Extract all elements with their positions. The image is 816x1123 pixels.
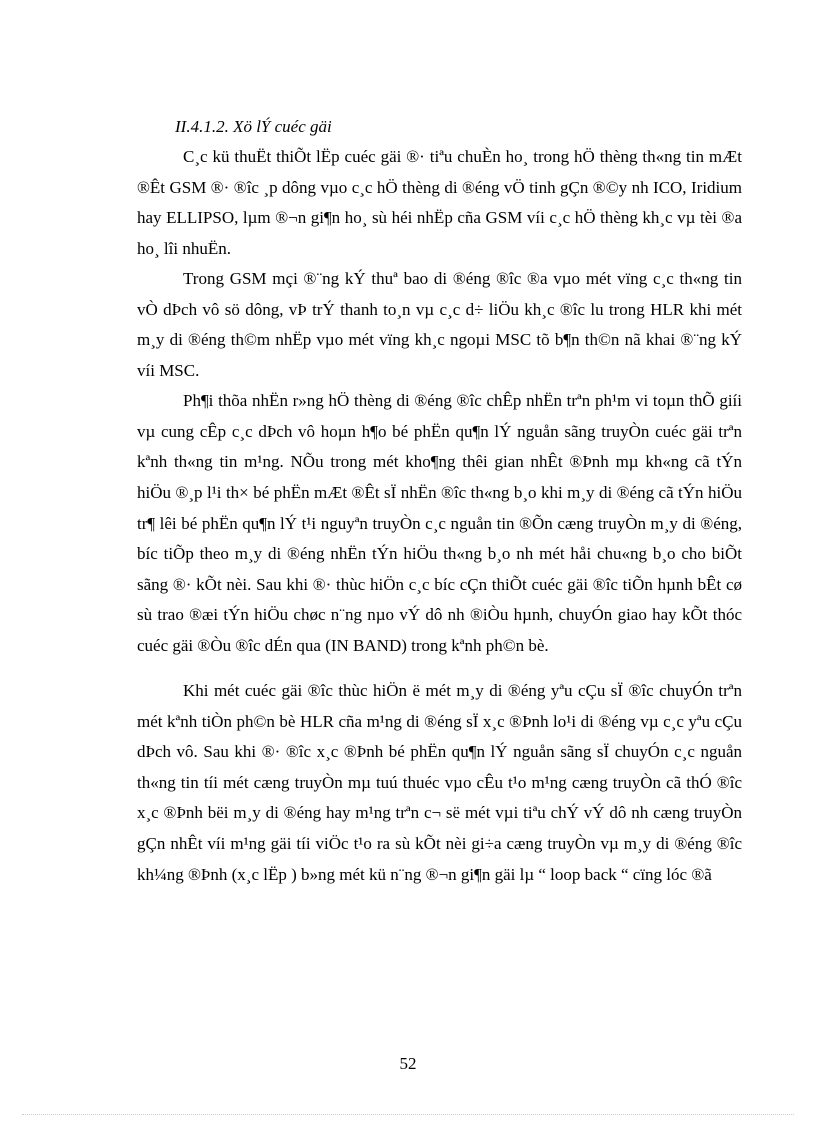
page-number: 52 <box>399 1054 417 1073</box>
page-body <box>137 112 742 890</box>
page-bottom-divider <box>22 1114 794 1115</box>
section-heading: II.4.1.2. Xö lÝ cuéc gäi <box>175 117 332 136</box>
paragraph-1: C¸c kü thuËt thiÕt lËp cuéc gäi ®· tiªu chuÈn ho¸ trong hÖ thèng th«ng tin mÆt ®Êt GSM ®· ®îc ¸p dông vµo c¸c hÖ thèng di ®éng vÖ tinh gÇn ®©y nh ICO, Iridium hay ELLIPSO, lµm ®¬n gi¶n ho¸ sù héi nhËp cña GSM víi c¸c hÖ thèng kh¸c vµ tèi ®a ho¸ lîi nhuËn. <box>137 147 742 258</box>
paragraph-4: Khi mét cuéc gäi ®îc thùc hiÖn ë mét m¸y di ®éng yªu cÇu sÏ ®îc chuyÓn trªn mét kªnh tiÒn ph©n bè HLR cña m¹ng di ®éng sÏ x¸c ®Þnh lo¹i di ®éng vµ c¸c yªu cÇu dÞch vô. Sau khi ®· ®îc x¸c ®Þnh bé phËn qu¶n lÝ nguån sãng sÏ chuyÓn c¸c nguån th«ng tin tíi mét cæng truyÒn mµ tuú thuéc vµo cÊu t¹o m¹ng cæng truyÒn cã thÓ ®îc x¸c ®Þnh bëi m¸y di ®éng hay m¹ng trªn c¬ së mét vµi tiªu chÝ vÝ dô nh cæng truyÒn gÇn nhÊt víi m¹ng gäi tíi viÖc t¹o ra sù kÕt nèi gi÷a cæng truyÒn vµ m¸y di ®éng ®îc kh¼ng ®Þnh (x¸c lËp ) b»ng mét kü n¨ng ®¬n gi¶n gäi lµ “ loop back “ cïng lóc ®ã <box>137 681 742 884</box>
paragraph-2: Trong GSM mçi ®¨ng kÝ thuª bao di ®éng ®îc ®a vµo mét vïng c¸c th«ng tin vÒ dÞch vô sö dông, vÞ trÝ thanh to¸n vµ c¸c d÷ liÖu kh¸c ®îc lu trong HLR khi mét m¸y di ®éng th©m nhËp vµo mét vïng kh¸c ngoµi MSC tõ b¶n th©n nã khai ®¨ng kÝ víi MSC. <box>137 269 742 380</box>
paragraph-3: Ph¶i thõa nhËn r»ng hÖ thèng di ®éng ®îc chÊp nhËn trªn ph¹m vi toµn thÕ giíi vµ cung cÊp c¸c dÞch vô hoµn h¶o bé phËn qu¶n lÝ nguån sãng truyÒn cuéc gäi trªn kªnh th«ng tin m¹ng. NÕu trong mét kho¶ng thêi gian nhÊt ®Þnh mµ kh«ng cã tÝn hiÖu ®¸p l¹i th× bé phËn mÆt ®Êt sÏ nhËn ®îc th«ng b¸o khi m¸y di ®éng cã tÝn hiÖu tr¶ lêi bé phËn qu¶n lÝ t¹i nguyªn truyÒn c¸c nguån tin ®Õn cæng truyÒn m¸y di ®éng, bíc tiÕp theo m¸y di ®éng nhËn tÝn hiÖu th«ng b¸o nh mét håi chu«ng b¸o cho biÕt sãng ®· kÕt nèi. Sau khi ®· thùc hiÖn c¸c bíc cÇn thiÕt cuéc gäi ®îc tiÕn hµnh bÊt cø sù trao ®æi tÝn hiÖu chøc n¨ng nµo vÝ dô nh ®iÒu hµnh, chuyÓn giao hay kÕt thóc cuéc gäi ®Òu ®îc dÉn qua (IN BAND) trong kªnh ph©n bè. <box>137 391 742 655</box>
